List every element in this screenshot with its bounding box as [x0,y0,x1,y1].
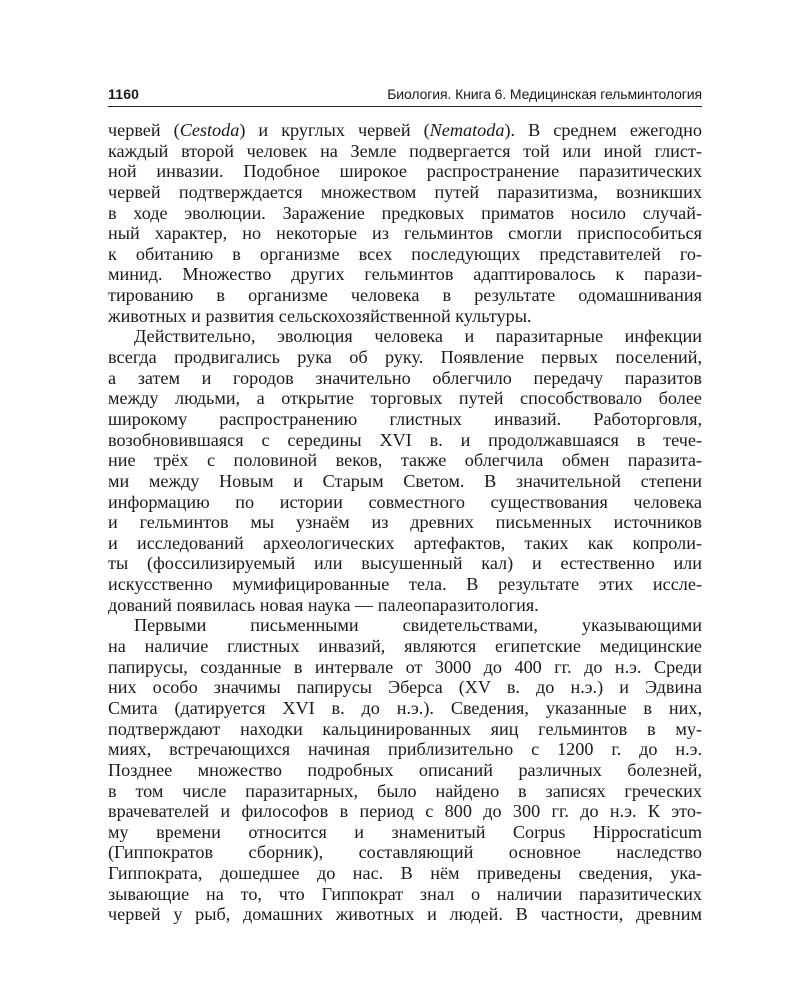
text-line: тированию в организме человека в результате одомашнивания [108,285,702,306]
text-line: к обитанию в организме всех последующих представителей го- [108,243,702,264]
text-line: ми между Новым и Старым Светом. В значительной степени [108,470,702,491]
text-line: Смита (датируется XVI в. до н.э.). Сведения, указанные в них, [108,697,702,718]
text-line: ние трёх с половиной веков, также облегчила обмен паразита- [108,450,702,471]
text-line: червей у рыб, домашних животных и людей. В частности, древним [108,904,702,925]
text-line: в том числе паразитарных, было найдено в записях греческих [108,780,702,801]
text-line: подтверждают находки кальцинированных яиц гельминтов в му- [108,718,702,739]
text-line: минид. Множество других гельминтов адаптировалось к парази- [108,264,702,285]
text-line: зывающие на то, что Гиппократ знал о наличии паразитических [108,883,702,904]
text-line: ной инвазии. Подобное широкое распространение паразитических [108,161,702,182]
text-line: миях, встречающихся начиная приблизительно с 1200 г. до н.э. [108,739,702,760]
text-line: каждый второй человек на Земле подвергается той или иной глист- [108,140,702,161]
text-line: и исследований археологических артефактов, таких как копроли- [108,532,702,553]
text-line: между людьми, а открытие торговых путей способствовало более [108,388,702,409]
text-line: в ходе эволюции. Заражение предковых приматов носило случай- [108,202,702,223]
text-line: му времени относится и знаменитый Corpus Hippocraticum [108,821,702,842]
text-line: животных и развития сельскохозяйственной культуры. [108,305,532,326]
text-line: возобновившаяся с середины XVI в. и продолжавшаяся в тече- [108,429,702,450]
text-line: всегда продвигались рука об руку. Появление первых поселений, [108,347,702,368]
paragraph [108,326,702,615]
text-line: Действительно, эволюция человека и паразитарные инфекции [134,326,702,347]
text-line: врачевателей и философов в период с 800 до 300 гг. до н.э. К это- [108,801,702,822]
text-line: них особо значимы папирусы Эберса (XV в. до н.э.) и Эдвина [108,677,702,698]
text-line: червей подтверждается множеством путей паразитизма, возникших [108,181,702,202]
text-line: информацию по истории совместного существования человека [108,491,702,512]
text-line: а затем и городов значительно облегчило передачу паразитов [108,367,702,388]
running-title: Биология. Книга 6. Медицинская гельминтология [387,86,702,102]
text-line: и гельминтов мы узнаём из древних письменных источников [108,512,702,533]
text-line: ный характер, но некоторые из гельминтов смогли приспособиться [108,223,702,244]
text-line: папирусы, созданные в интервале от 3000 до 400 гг. до н.э. Среди [108,656,702,677]
text-line: ты (фоссилизируемый или высушенный кал) и естественно или [108,553,702,574]
text-line: червей (Cestoda) и круглых червей (Nematoda). В среднем ежегодно [108,120,702,140]
text-line: дований появилась новая наука — палеопаразитология. [108,594,539,615]
text-line: на наличие глистных инвазий, являются египетские медицинские [108,636,702,657]
body-text [108,120,702,925]
text-line: Гиппократа, дошедшее до нас. В нём приведены сведения, ука- [108,863,702,884]
text-line: Первыми письменными свидетельствами, указывающими [134,615,702,636]
page-number: 1160 [108,86,140,102]
paragraph [108,120,702,326]
text-line: широкому распространению глистных инвазий. Работорговля, [108,408,702,429]
paragraph [108,615,702,925]
text-line: искусственно мумифицированные тела. В результате этих иссле- [108,574,702,595]
text-line: Позднее множество подробных описаний различных болезней, [108,759,702,780]
page-header [108,84,702,107]
text-line: (Гиппократов сборник), составляющий основное наследство [108,842,702,863]
